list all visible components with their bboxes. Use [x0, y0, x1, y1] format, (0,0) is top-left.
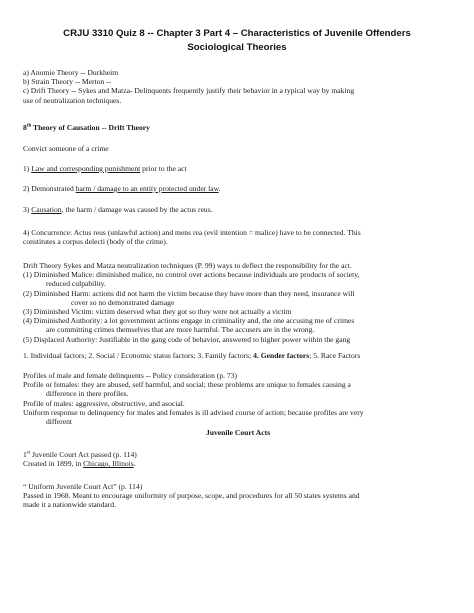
document-subtitle: Sociological Theories [187, 42, 287, 53]
profiles-section: Profiles of male and female delinquents -- Policy consideration (p. 73) Profile or females: they are abused, self harmful, and social; these problems are unique to females causing a difference in there profiles. Profile of males: aggressive, obstructive, and asocial. Uniform response to delinquency for males and females is ill advised course of action; because profiles are very different [23, 371, 453, 426]
neutralization-2: (2) Diminished Harm: actions did not harm the victim because they have more than they need, insurance will [23, 288, 355, 298]
element-law: 1) Law and corresponding punishment prior to the act [23, 164, 187, 173]
element-causation: 3) Causation, the harm / damage was caused by the actus reus. [23, 205, 213, 214]
drift-heading: 8th Theory of Causation -- Drift Theory [23, 123, 150, 132]
document-title: CRJU 3310 Quiz 8 -- Chapter 3 Part 4 – Characteristics of Juvenile Offenders [63, 28, 411, 39]
uniform-response: Uniform response to delinquency for males and females is ill advised course of action; because profiles are very [23, 407, 364, 417]
element-concurrence: 4) Concurrence: Actus reus (unlawful action) and mens rea (evil intention = malice) have to be connected. This constitutes a corpus delecti (body of the crime). [23, 228, 361, 247]
neutralization-intro: Drift Theory Sykes and Matza neutralization techniques (P. 99) ways to deflect the responsibility for the act. [23, 261, 352, 270]
theory-drift-line1: c) Drift Theory -- Sykes and Matza- Delinquents frequently justify their behavior in a typical way by making [23, 86, 355, 96]
neutralization-3: (3) Diminished Victim: victim deserved what they got so they were not actually a victim [23, 307, 292, 317]
factors-line: 1. Individual factors; 2. Social / Economic status factors; 3. Family factors; 4. Gender factors; 5. Race Factors [23, 351, 361, 360]
profiles-heading: Profiles of male and female delinquents -- Policy consideration (p. 73) [23, 371, 238, 380]
element-harm: 2) Demonstrated harm / damage to an entity protected under law. [23, 184, 221, 193]
theory-strain: b) Strain Theory -- Merton -- [23, 77, 112, 87]
neutralization-5: (5) Displaced Authority: Justifiable in the gang code of behavior, answered to higher power within the gang [23, 334, 351, 344]
profile-females: Profile or females: they are abused, self harmful, and social; these problems are unique to females causing a [23, 380, 351, 390]
convict-line: Convict someone of a crime [23, 144, 109, 153]
juvenile-court-heading: Juvenile Court Acts [205, 428, 271, 437]
neutralization-4: (4) Diminished Authority: a lot government actions engage in criminality and, the one accusing me of crimes [23, 316, 355, 326]
neutralization-list: Drift Theory Sykes and Matza neutralization techniques (P. 99) ways to deflect the responsibility for the act. (1) Diminished Malice: diminished malice, no control over actions because individuals are products of society, reduced culpability. (2) Diminished Harm: actions did not harm the victim because they have more than they need, insurance will cover so no demonstrated damage (3) Diminished Victim: victim deserved what they got so they were not actually a victim (4) Diminished Authority: a lot government actions engage in criminality and, the one accusing me of crimes are committing crimes themselves that are more harmful. The accusers are in the wrong. (5) Displaced Authority: Justifiable in the gang code of behavior, answered to higher power within the gang [23, 261, 453, 344]
theory-anomie: a) Anomie Theory -- Durkheim [23, 68, 119, 77]
theory-drift-line2: use of neutralization techniques. [23, 95, 122, 105]
profile-males: Profile of males: aggressive, obstructive, and asocial. [23, 398, 185, 408]
neutralization-1: (1) Diminished Malice: diminished malice, no control over actions because individuals are products of society, [23, 270, 360, 280]
first-court-act: 1st Juvenile Court Act passed (p. 114) Created in 1899, in Chicago, Illinois. [23, 450, 137, 469]
theories-list [23, 68, 453, 105]
uniform-court-act: “ Uniform Juvenile Court Act” (p. 114) Passed in 1968. Meant to encourage uniformity of purpose, scope, and procedures for all 50 states systems and made it a nationwide standard. [23, 482, 360, 510]
